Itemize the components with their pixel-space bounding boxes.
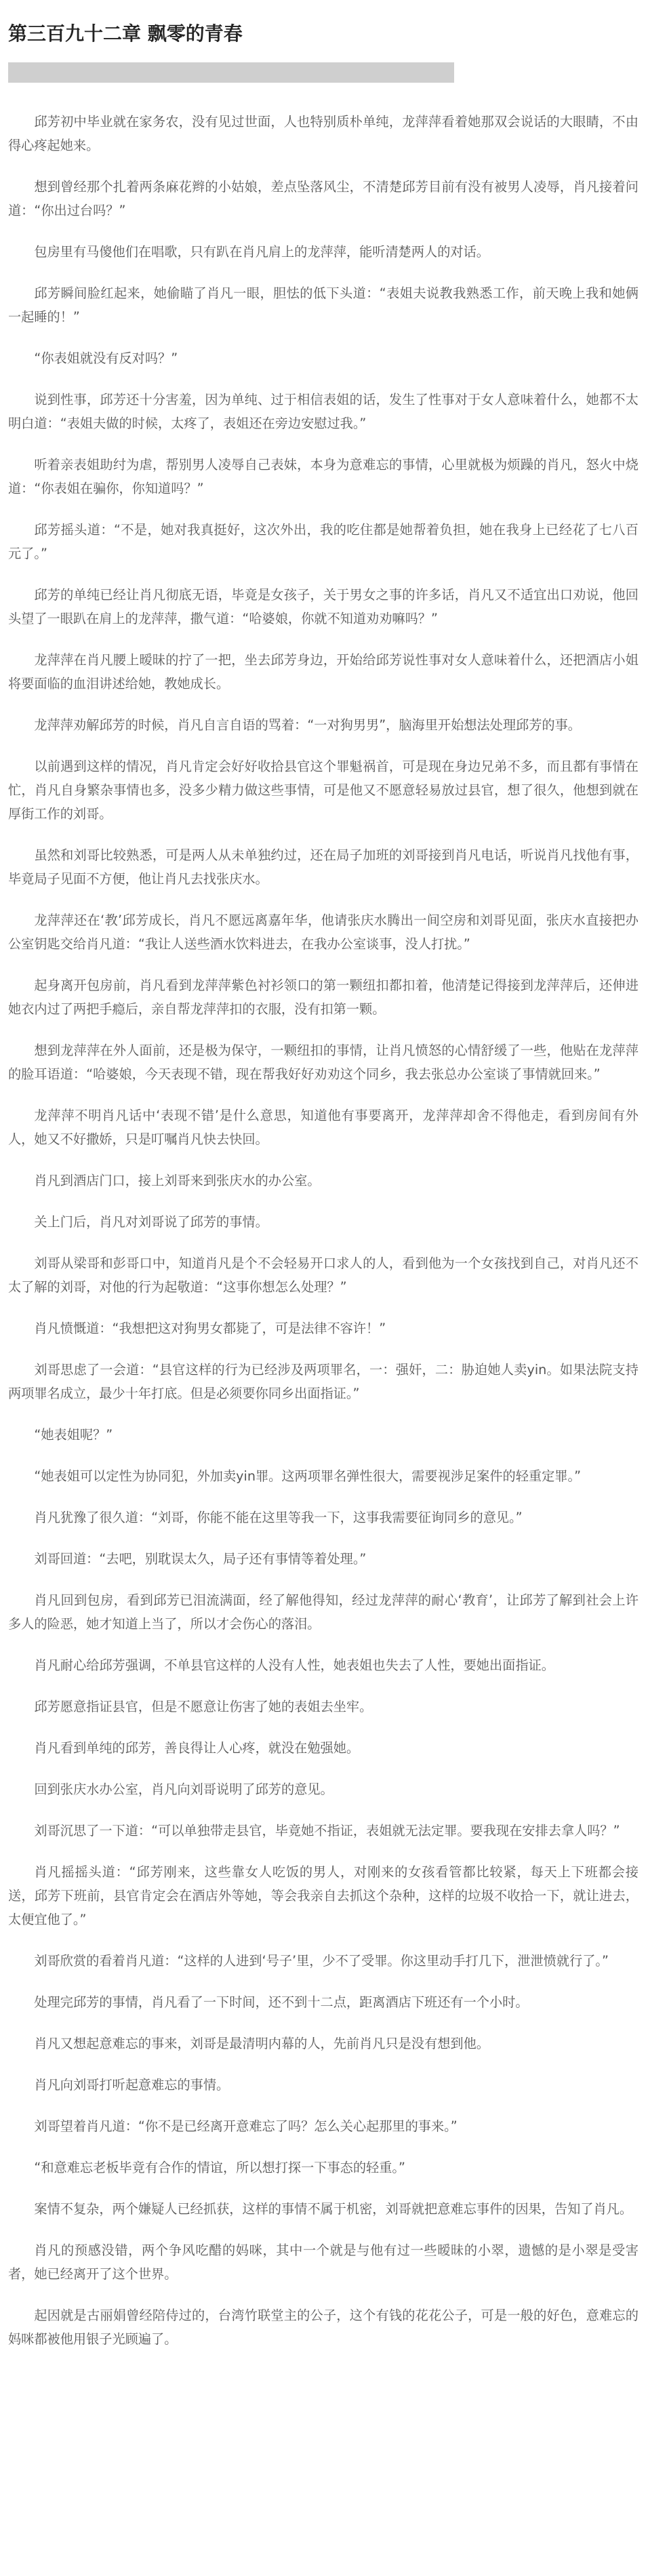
paragraph: 以前遇到这样的情况，肖凡肯定会好好收拾县官这个罪魁祸首，可是现在身边兄弟不多，而且都有事情在忙，肖凡自身繁杂事情也多，没多少精力做这些事情，可是他又不愿意轻易放过县官，想了很久，他想到就在厚街工作的刘哥。	[8, 759, 639, 822]
paragraph: 龙萍萍还在‘教’邱芳成长，肖凡不愿远离嘉年华，他请张庆水腾出一间空房和刘哥见面，张庆水直接把办公室钥匙交给肖凡道：“我让人送些酒水饮料进去，在我办公室谈事，没人打扰。”	[8, 912, 639, 952]
chapter-title: 第三百九十二章 飘零的青春	[8, 22, 243, 45]
paragraph: 虽然和刘哥比较熟悉，可是两人从未单独约过，还在局子加班的刘哥接到肖凡电话，听说肖凡找他有事，毕竟局子见面不方便，他让肖凡去找张庆水。	[8, 847, 639, 887]
paragraph: 肖凡向刘哥打听起意难忘的事情。	[34, 2077, 230, 2093]
paragraph: 刘哥欣赏的看着肖凡道：“这样的人进到‘号子’里，少不了受罪。你这里动手打几下，泄泄愤就行了。”	[34, 1953, 609, 1969]
paragraph: 说到性事，邱芳还十分害羞，因为单纯、过于相信表姐的话，发生了性事对于女人意味着什么，她都不太明白道：“表姐夫做的时候，太疼了，表姐还在旁边安慰过我。”	[8, 392, 639, 431]
paragraph: 想到龙萍萍在外人面前，还是极为保守，一颗纽扣的事情，让肖凡愤怒的心情舒缓了一些，他贴在龙萍萍的脸耳语道：“哈婆娘，今天表现不错，现在帮我好好劝劝这个同乡，我去张总办公室谈了事情就回来。”	[8, 1043, 639, 1082]
paragraph: 邱芳愿意指证县官，但是不愿意让伤害了她的表姐去坐牢。	[34, 1699, 373, 1714]
paragraph: 邱芳摇头道：“不是，她对我真挺好，这次外出，我的吃住都是她帮着负担，她在我身上已经花了七八百元了。”	[8, 522, 639, 561]
paragraph: 肖凡犹豫了很久道：“刘哥，你能不能在这里等我一下，这事我需要征询同乡的意见。”	[34, 1510, 523, 1525]
paragraph: 刘哥望着肖凡道：“你不是已经离开意难忘了吗？怎么关心起那里的事来。”	[34, 2118, 458, 2134]
title-underline-bar	[8, 62, 454, 83]
paragraph: 肖凡摇摇头道：“邱芳刚来，这些靠女人吃饭的男人，对刚来的女孩看管都比较紧，每天上下班都会接送，邱芳下班前，县官肯定会在酒店外等她，等会我亲自去抓这个杂种，这样的垃圾不收拾一下，就让进去，太便宜他了。”	[8, 1864, 639, 1927]
paragraph: 案情不复杂，两个嫌疑人已经抓获，这样的事情不属于机密，刘哥就把意难忘事件的因果，告知了肖凡。	[34, 2201, 633, 2217]
chapter-content	[0, 83, 648, 2351]
paragraph: 听着亲表姐助纣为虐，帮别男人凌辱自己表妹，本身为意难忘的事情，心里就极为烦躁的肖凡，怒火中烧道：“你表姐在骗你，你知道吗？”	[8, 457, 639, 496]
paragraph: 起因就是古丽娟曾经陪侍过的，台湾竹联堂主的公子，这个有钱的花花公子，可是一般的好色，意难忘的妈咪都被他用银子光顾遍了。	[8, 2308, 639, 2347]
paragraph: 肖凡耐心给邱芳强调，不单县官这样的人没有人性，她表姐也失去了人性，要她出面指证。	[34, 1657, 554, 1673]
paragraph: “她表姐呢？”	[34, 1427, 113, 1443]
paragraph: 肖凡又想起意难忘的事来，刘哥是最清明内幕的人，先前肖凡只是没有想到他。	[34, 2036, 489, 2051]
paragraph: 邱芳初中毕业就在家务农，没有见过世面，人也特别质朴单纯，龙萍萍看着她那双会说话的大眼睛，不由得心疼起她来。	[8, 114, 639, 153]
paragraph: 肖凡的预感没错，两个争风吃醋的妈咪，其中一个就是与他有过一些暧昧的小翠，遗憾的是小翠是受害者，她已经离开了这个世界。	[8, 2242, 639, 2282]
paragraph: 肖凡到酒店门口，接上刘哥来到张庆水的办公室。	[34, 1173, 321, 1188]
paragraph: 刘哥思虑了一会道：“县官这样的行为已经涉及两项罪名，一：强奸，二：胁迫她人卖yin。如果法院支持两项罪名成立，最少十年打底。但是必须要你同乡出面指证。”	[8, 1362, 639, 1401]
paragraph: 刘哥从梁哥和彭哥口中，知道肖凡是个不会轻易开口求人的人，看到他为一个女孩找到自己，对肖凡还不太了解的刘哥，对他的行为起敬道：“这事你想怎么处理？”	[8, 1255, 639, 1295]
paragraph: 回到张庆水办公室，肖凡向刘哥说明了邱芳的意见。	[34, 1782, 333, 1797]
paragraph: 邱芳的单纯已经让肖凡彻底无语，毕竟是女孩子，关于男女之事的许多话，肖凡又不适宜出口劝说，他回头望了一眼趴在肩上的龙萍萍，撒气道：“哈婆娘，你就不知道劝劝嘛吗？”	[8, 587, 639, 626]
paragraph: 起身离开包房前，肖凡看到龙萍萍紫色衬衫领口的第一颗纽扣都扣着，他清楚记得接到龙萍萍后，还伸进她衣内过了两把手瘾后，亲自帮龙萍萍扣的衣服，没有扣第一颗。	[8, 978, 639, 1017]
paragraph: 邱芳瞬间脸红起来，她偷瞄了肖凡一眼，胆怯的低下头道：“表姐夫说教我熟悉工作，前天晚上我和她俩一起睡的！”	[8, 285, 639, 325]
paragraph: 包房里有马傻他们在唱歌，只有趴在肖凡肩上的龙萍萍，能听清楚两人的对话。	[34, 244, 489, 260]
paragraph: 处理完邱芳的事情，肖凡看了一下时间，还不到十二点，距离酒店下班还有一个小时。	[34, 1994, 529, 2010]
paragraph: 龙萍萍劝解邱芳的时候，肖凡自言自语的骂着：“一对狗男男”，脑海里开始想法处理邱芳的事。	[34, 717, 581, 733]
paragraph: 刘哥回道：“去吧，别耽误太久，局子还有事情等着处理。”	[34, 1551, 367, 1567]
paragraph: 肖凡看到单纯的邱芳，善良得让人心疼，就没在勉强她。	[34, 1740, 360, 1756]
paragraph: 龙萍萍不明肖凡话中‘表现不错’是什么意思，知道他有事要离开，龙萍萍却舍不得他走，看到房间有外人，她又不好撒娇，只是叮嘱肖凡快去快回。	[8, 1108, 639, 1147]
paragraph: “你表姐就没有反对吗？”	[34, 350, 178, 366]
paragraph: “她表姐可以定性为协同犯，外加卖yin罪。这两项罪名弹性很大，需要视涉足案件的轻重定罪。”	[34, 1468, 582, 1484]
paragraph: 龙萍萍在肖凡腰上暧昧的拧了一把，坐去邱芳身边，开始给邱芳说性事对女人意味着什么，还把酒店小姐将要面临的血泪讲述给她，教她成长。	[8, 652, 639, 691]
paragraph: 刘哥沉思了一下道：“可以单独带走县官，毕竟她不指证，表姐就无法定罪。要我现在安排去拿人吗？”	[34, 1823, 620, 1838]
paragraph: “和意难忘老板毕竟有合作的情谊，所以想打探一下事态的轻重。”	[34, 2160, 405, 2175]
paragraph: 关上门后，肖凡对刘哥说了邱芳的事情。	[34, 1214, 268, 1230]
paragraph: 想到曾经那个扎着两条麻花辫的小姑娘，差点坠落风尘，不清楚邱芳目前有没有被男人凌辱，肖凡接着问道：“你出过台吗？”	[8, 179, 639, 218]
paragraph: 肖凡愤慨道：“我想把这对狗男女都毙了，可是法律不容许！”	[34, 1321, 386, 1336]
paragraph: 肖凡回到包房，看到邱芳已泪流满面，经了解他得知，经过龙萍萍的耐心‘教育’，让邱芳了解到社会上许多人的险恶，她才知道上当了，所以才会伤心的落泪。	[8, 1592, 639, 1632]
